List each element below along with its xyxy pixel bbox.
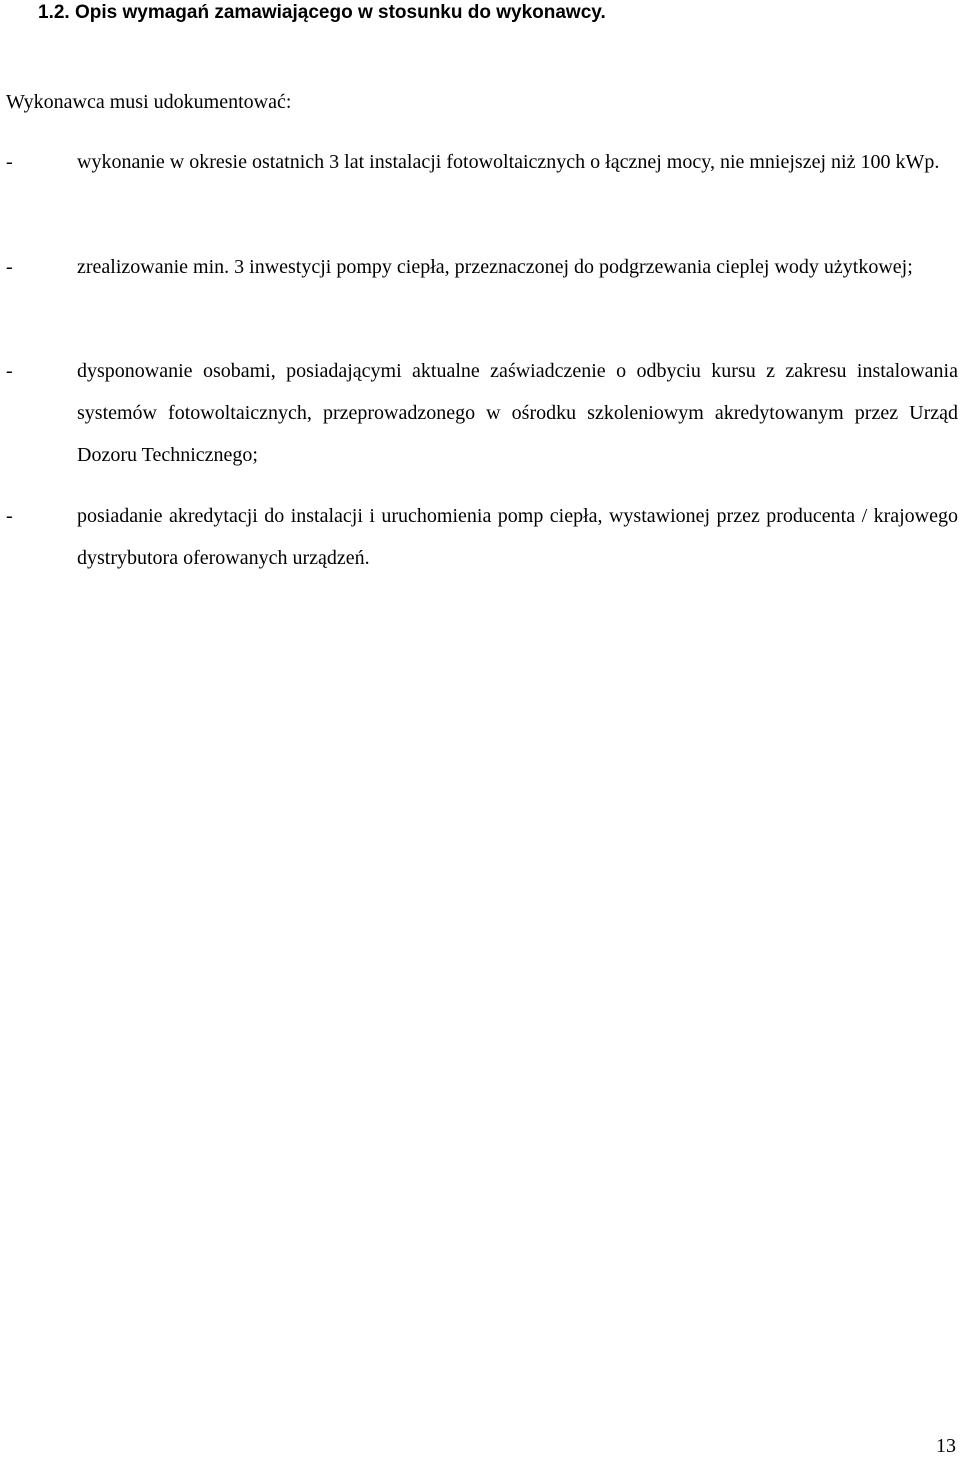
- requirement-item: [6, 495, 958, 579]
- requirement-item: [6, 141, 958, 183]
- requirement-text: dysponowanie osobami, posiadającymi aktualne zaświadczenie o odbyciu kursu z zakresu instalowania systemów fotowoltaicznych, przeprowadzonego w ośrodku szkoleniowym akredytowanym przez Urząd Dozoru Technicznego;: [77, 360, 958, 466]
- list-dash: -: [6, 360, 13, 382]
- page-number: 13: [936, 1435, 956, 1457]
- requirement-text: wykonanie w okresie ostatnich 3 lat instalacji fotowoltaicznych o łącznej mocy, nie mniejszej niż 100 kWp.: [77, 151, 940, 173]
- requirement-text: posiadanie akredytacji do instalacji i uruchomienia pomp ciepła, wystawionej przez producenta / krajowego dystrybutora oferowanych urządzeń.: [77, 505, 958, 569]
- requirement-item: [6, 350, 958, 476]
- intro-text: Wykonawca musi udokumentować:: [6, 91, 292, 113]
- list-dash: -: [6, 505, 13, 527]
- requirement-item: [6, 246, 958, 288]
- list-dash: -: [6, 256, 13, 278]
- list-dash: -: [6, 151, 13, 173]
- requirement-text: zrealizowanie min. 3 inwestycji pompy ciepła, przeznaczonej do podgrzewania cieplej wody użytkowej;: [77, 256, 913, 278]
- section-heading: 1.2. Opis wymagań zamawiającego w stosunku do wykonawcy.: [38, 2, 606, 23]
